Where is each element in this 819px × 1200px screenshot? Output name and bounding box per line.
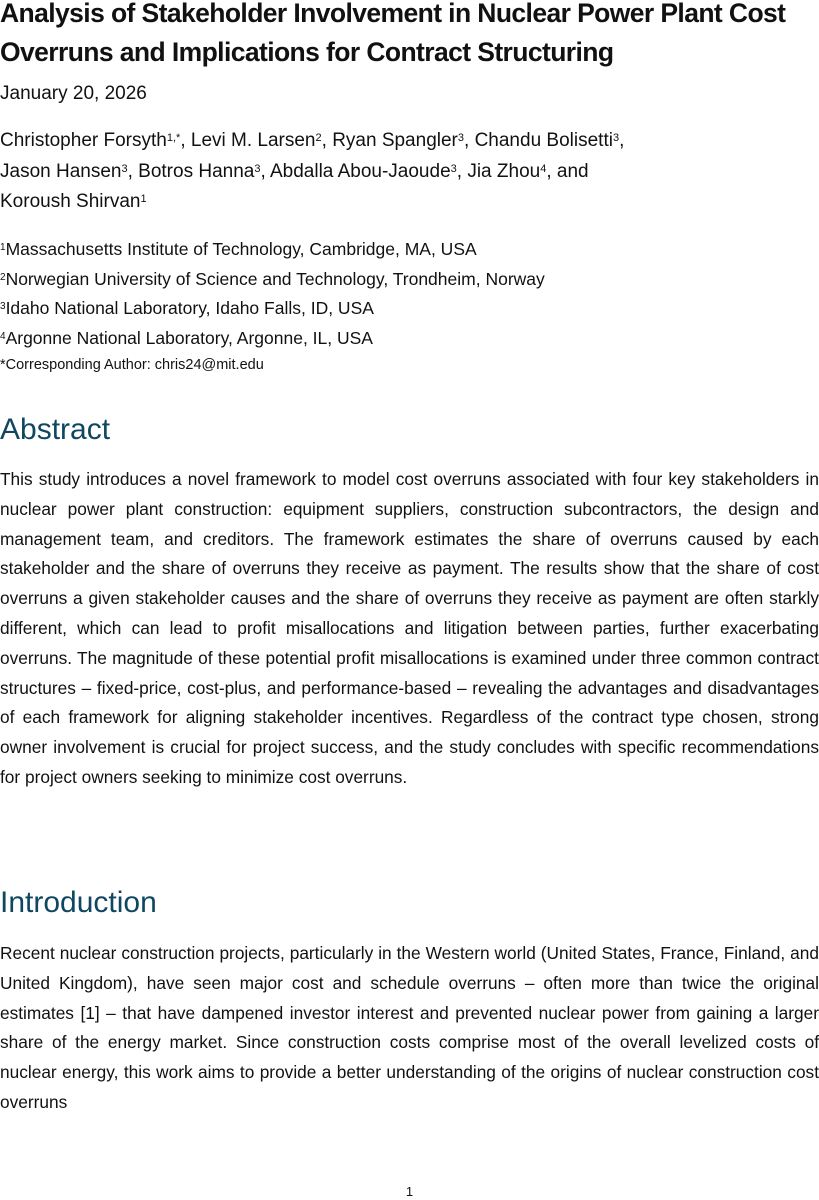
paper-date: January 20, 2026 [0, 83, 147, 104]
affiliation [0, 294, 545, 324]
affiliation [0, 235, 545, 265]
affiliation-number: 2 [0, 271, 6, 283]
affiliation-text: Idaho National Laboratory, Idaho Falls, ID, USA [5, 298, 374, 319]
author-affiliation-mark: 1,* [166, 132, 181, 144]
affiliation-text: Norwegian University of Science and Technology, Trondheim, Norway [5, 268, 545, 289]
author-affiliation-mark: 3 [612, 132, 620, 144]
author-list: Christopher Forsyth$^{1,*}$, Levi M. Larsen$^2$, Ryan Spangler$^3$, Chandu Bolisetti$^3$, Jason Hansen$^3$, Botros Hanna$^3$, Abdalla Abou-Jaoude$^3$, Jia Zhou$^4$, and Koroush Shirvan$^1$ [0, 130, 625, 212]
affiliation-text: Massachusetts Institute of Technology, Cambridge, MA, USA [5, 239, 477, 259]
abstract-text: This study introduces a novel framework to model cost overruns associated with four key stakeholders in nuclear power plant construction: equipment suppliers, construction subcontractors, the design and management team, and creditors. The framework estimates the share of overruns caused by each stakeholder and the share of overruns they receive as payment. The results show that the share of cost overruns a given stakeholder causes and the share of overruns they receive as payment are often starkly different, which can lead to profit misallocations and litigation between parties, further exacerbating overruns. The magnitude of these potential profit misallocations is examined under three common contract structures – fixed-price, cost-plus, and performance-based – revealing the advantages and disadvantages of each framework for aligning stakeholder incentives. Regardless of the contract type chosen, strong owner involvement is crucial for project success, and the study concludes with specific recommendations for project owners seeking to minimize cost overruns. [0, 469, 819, 787]
author-affiliation-mark: 2 [315, 132, 322, 144]
affiliation-text: Argonne National Laboratory, Argonne, IL, USA [5, 327, 373, 348]
author-affiliation-mark: 4 [540, 162, 547, 175]
introduction-text: Recent nuclear construction projects, particularly in the Western world (United States, France, Finland, and United Kingdom), have seen major cost and schedule overruns – often more than twice the original estimates [1] – that have dampened investor interest and prevented nuclear power from gaining a larger share of the energy market. Since construction costs comprise most of the overall levelized costs of nuclear energy, this work aims to provide a better understanding of the origins of nuclear construction cost overruns [0, 943, 819, 1112]
author-name: Koroush Shirvan [0, 191, 141, 212]
affiliation-number: 4 [0, 330, 6, 342]
author-name: Chandu Bolisetti [474, 130, 613, 151]
abstract-heading: Abstract [0, 413, 111, 446]
paper-title: Analysis of Stakeholder Involvement in Nuclear Power Plant Cost Overruns and Implications for Contract Structuring [0, 0, 786, 67]
author-name: Botros Hanna [138, 160, 255, 182]
author-name: Abdalla Abou-Jaoude [269, 160, 451, 182]
author-affiliation-mark: 3 [450, 162, 457, 175]
author-name: Jason Hansen [0, 160, 122, 182]
author-name: Levi M. Larsen [190, 130, 316, 151]
affiliation [0, 324, 545, 354]
affiliations [0, 235, 545, 377]
page-number: 1 [405, 1184, 414, 1199]
corresponding-author: *Corresponding Author: chris24@mit.edu [0, 357, 264, 374]
affiliation-number: 3 [0, 301, 6, 313]
author-affiliation-mark: 3 [121, 162, 128, 175]
affiliation [0, 265, 545, 295]
author-name: Jia Zhou [467, 160, 541, 182]
introduction-heading: Introduction [0, 886, 157, 919]
author-affiliation-mark: 3 [457, 132, 465, 144]
author-affiliation-mark: 3 [254, 162, 261, 175]
author-name: Christopher Forsyth [0, 130, 167, 151]
author-affiliation-mark: 1 [140, 193, 147, 205]
affiliation-number: 1 [0, 242, 6, 253]
author-name: Ryan Spangler [332, 130, 458, 151]
